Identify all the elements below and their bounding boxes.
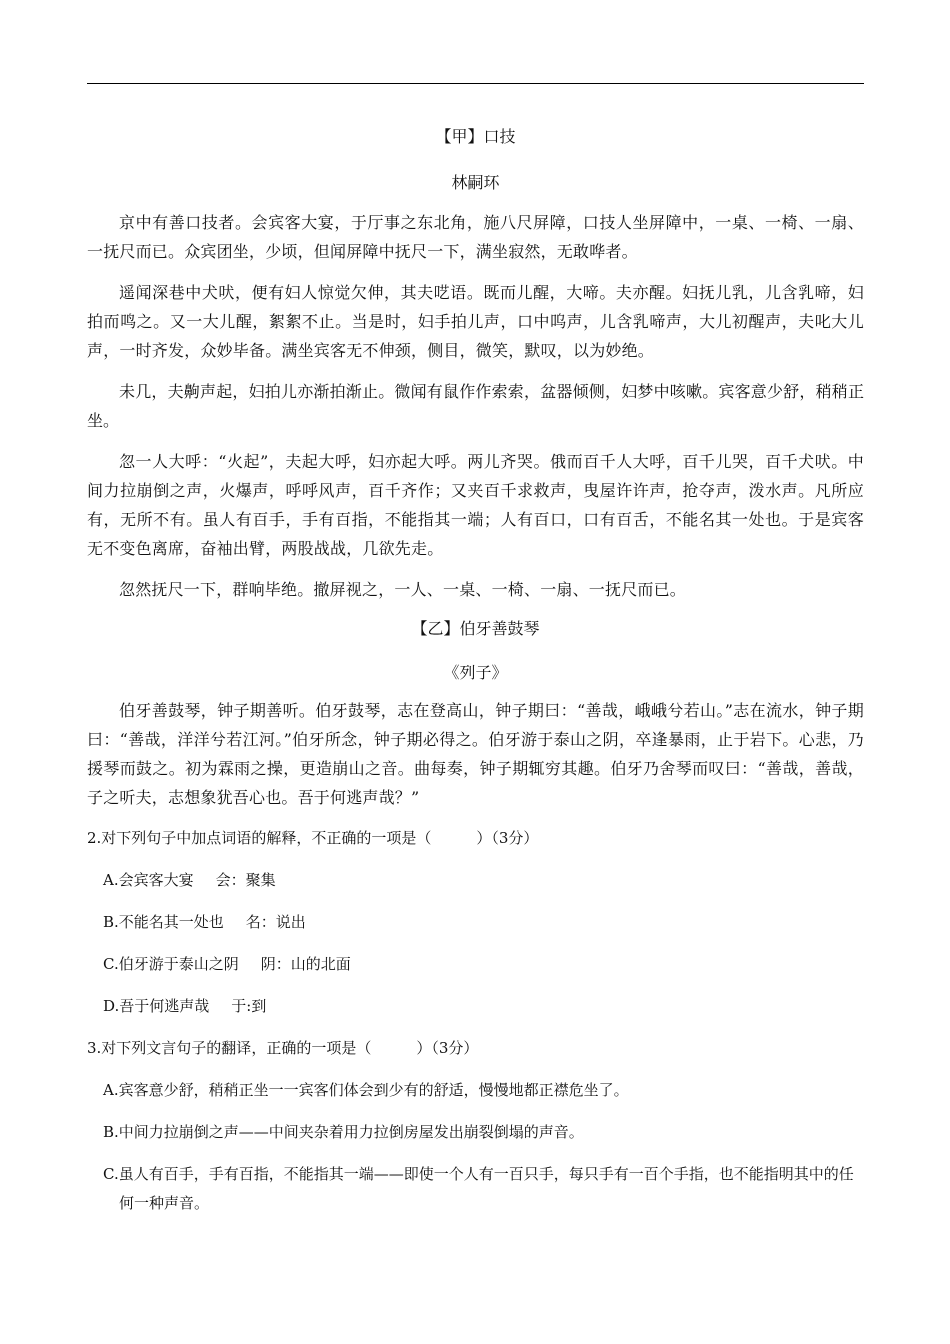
question-3-option-a: A.宾客意少舒，稍稍正坐一一宾客们体会到少有的舒适，慢慢地都正襟危坐了。 xyxy=(103,1081,629,1099)
passage-jia-paragraph-3: 未几，夫齁声起，妇拍儿亦渐拍渐止。微闻有鼠作作索索，盆器倾侧，妇梦中咳嗽。宾客意少舒，稍稍正坐。 xyxy=(87,382,864,430)
passage-jia-paragraph-5: 忽然抚尺一下，群响毕绝。撤屏视之，一人、一桌、一椅、一扇、一抚尺而已。 xyxy=(119,580,687,599)
option-gloss: 于:到 xyxy=(231,997,267,1015)
passage-yi-author: 《列子》 xyxy=(443,663,508,682)
passage-yi-title: 【乙】伯牙善鼓琴 xyxy=(411,619,540,638)
option-text: C.伯牙游于泰山之阴 xyxy=(103,955,239,973)
option-gloss: 阴：山的北面 xyxy=(260,955,351,973)
question-2-option-d xyxy=(103,992,864,1021)
passage-yi-paragraph-1: 伯牙善鼓琴，钟子期善听。伯牙鼓琴，志在登高山，钟子期曰：“善哉，峨峨兮若山。”志在流水，钟子期曰：“善哉，洋洋兮若江河。”伯牙所念，钟子期必得之。伯牙游于泰山之阴，卒逢暴雨，止于岩下。心悲，乃援琴而鼓之。初为霖雨之操，更造崩山之音。曲每奏，钟子期辄穷其趣。伯牙乃舍琴而叹曰：“善哉，善哉，子之听夫，志想象犹吾心也。吾于何逃声哉？” xyxy=(87,701,864,807)
question-2-option-c xyxy=(103,950,864,979)
option-gloss: 名：说出 xyxy=(245,913,306,931)
question-3-stem: 3.对下列文言句子的翻译，正确的一项是（ ）（3分） xyxy=(87,1039,479,1057)
question-3-option-c: C.虽人有百手，手有百指，不能指其一端——即使一个人有一百只手，每只手有一百个手指，也不能指明其中的任何一种声音。 xyxy=(103,1165,854,1212)
option-text: A.会宾客大宴 xyxy=(103,871,194,889)
passage-jia-paragraph-4: 忽一人大呼：“火起”，夫起大呼，妇亦起大呼。两儿齐哭。俄而百千人大呼，百千儿哭，百千犬吠。中间力拉崩倒之声，火爆声，呼呼风声，百千齐作；又夹百千求救声，曳屋许许声，抢夺声，泼水声。凡所应有，无所不有。虽人有百手，手有百指，不能指其一端；人有百口，口有百舌，不能名其一处也。于是宾客无不变色离席，奋袖出臂，两股战战，几欲先走。 xyxy=(87,452,864,558)
question-2-stem: 2.对下列句子中加点词语的解释，不正确的一项是（ ）（3分） xyxy=(87,829,539,847)
option-gloss: 会：聚集 xyxy=(215,871,276,889)
question-2-option-b xyxy=(103,908,864,937)
passage-jia-title: 【甲】口技 xyxy=(435,127,516,146)
option-text: D.吾于何逃声哉 xyxy=(103,997,210,1015)
question-3-option-b: B.中间力拉崩倒之声——中间夹杂着用力拉倒房屋发出崩裂倒塌的声音。 xyxy=(103,1123,584,1141)
document-content xyxy=(87,124,864,1231)
option-text: B.不能名其一处也 xyxy=(103,913,224,931)
passage-jia-paragraph-1: 京中有善口技者。会宾客大宴，于厅事之东北角，施八尺屏障，口技人坐屏障中，一桌、一椅、一扇、一抚尺而已。众宾团坐，少顷，但闻屏障中抚尺一下，满坐寂然，无敢哗者。 xyxy=(87,213,864,261)
passage-jia-paragraph-2: 遥闻深巷中犬吠，便有妇人惊觉欠伸，其夫呓语。既而儿醒，大啼。夫亦醒。妇抚儿乳，儿含乳啼，妇拍而鸣之。又一大儿醒，絮絮不止。当是时，妇手拍儿声，口中呜声，儿含乳啼声，大儿初醒声，夫叱大儿声，一时齐发，众妙毕备。满坐宾客无不伸颈，侧目，微笑，默叹，以为妙绝。 xyxy=(87,283,864,360)
header-rule xyxy=(87,83,864,84)
passage-jia-author: 林嗣环 xyxy=(451,173,500,192)
question-2-option-a xyxy=(103,866,864,895)
